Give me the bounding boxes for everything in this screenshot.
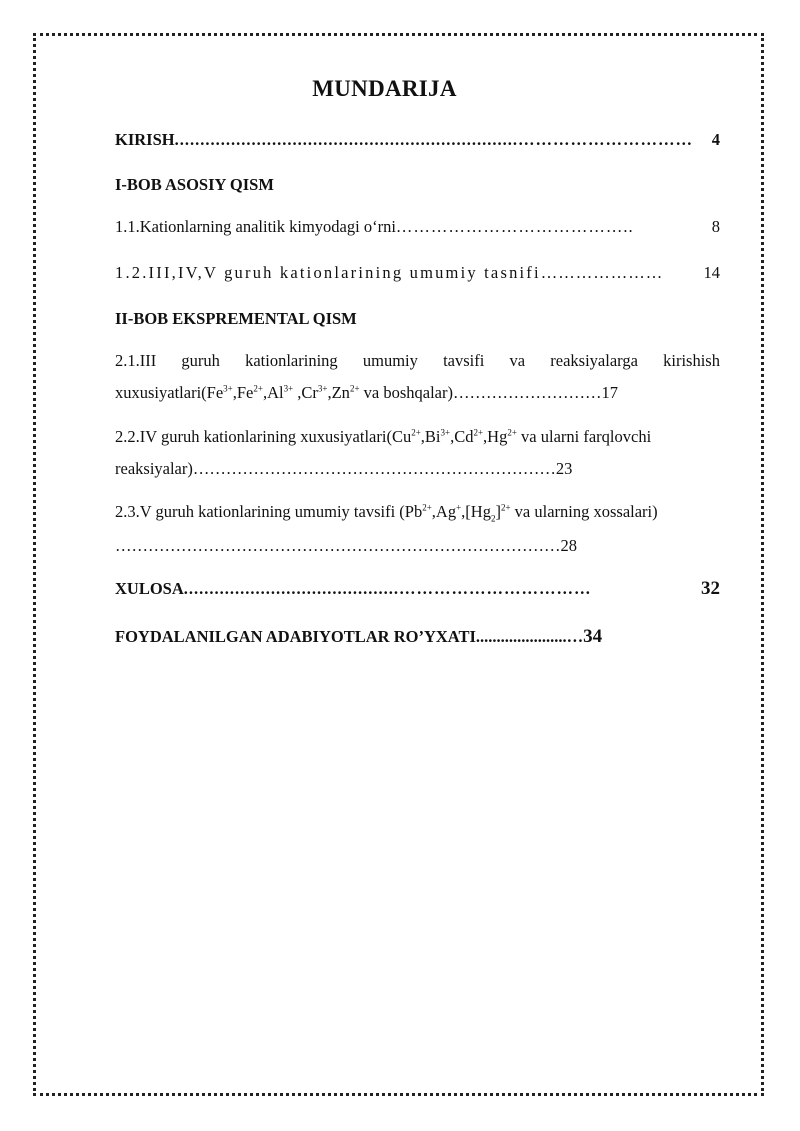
- toc-page-number: 4: [711, 130, 720, 149]
- charge: 3+: [317, 383, 328, 394]
- charge: 2+: [422, 502, 432, 513]
- toc-text: ,[Hg: [461, 502, 491, 521]
- toc-dots: ..........................................……………………………: [183, 579, 592, 598]
- toc-entry-2-2-line1: [115, 427, 720, 447]
- charge: 2+: [500, 502, 511, 513]
- toc-entry-2-2-line2: [115, 459, 720, 479]
- toc-dots: ………………………………………………………………………: [115, 536, 561, 555]
- toc-page-number: 8: [711, 217, 720, 236]
- toc-page-number: 17: [601, 383, 618, 402]
- toc-dots: ...................................................................…………………………: [174, 130, 693, 149]
- page-title: MUNDARIJA: [312, 76, 457, 101]
- toc-text: ,Zn: [327, 383, 350, 402]
- toc-label: KIRISH: [115, 130, 175, 149]
- toc-word: tavsifi: [443, 351, 485, 370]
- charge: 3+: [223, 383, 233, 394]
- toc-text: ]: [495, 502, 501, 521]
- toc-dots: …………………: [540, 263, 664, 282]
- toc-label: 1.2.III,IV,V guruh kationlarining umumiy tasnifi: [115, 263, 541, 282]
- toc-text: ,Al: [262, 383, 284, 402]
- toc-word: guruh: [181, 351, 220, 370]
- charge: +: [456, 502, 462, 513]
- toc-heading-bob1: I-BOB ASOSIY QISM: [115, 175, 274, 194]
- toc-text: ,Bi: [420, 427, 441, 446]
- toc-text: ,Ag: [431, 502, 457, 521]
- toc-text: ,Fe: [232, 383, 254, 402]
- toc-word: va: [509, 351, 526, 370]
- toc-page-number: 23: [555, 459, 573, 478]
- charge: 2+: [411, 427, 421, 438]
- toc-text: va boshqalar): [359, 383, 453, 402]
- toc-dots: ………………………: [452, 383, 602, 402]
- toc-entry-xulosa: [115, 578, 720, 600]
- toc-text: 2.2.IV guruh kationlarining xuxusiyatlari(Cu: [115, 427, 412, 446]
- toc-entry-1-1: [115, 217, 720, 237]
- toc-text: va ularning xossalari): [510, 502, 658, 521]
- charge: 2+: [507, 427, 517, 438]
- toc-text: 2.3.V guruh kationlarining umumiy tavsifi (Pb: [115, 502, 423, 521]
- toc-text: reaksiyalar): [115, 459, 193, 478]
- toc-entry-2-3-line2: [115, 536, 720, 556]
- toc-text: xuxusiyatlari(Fe: [115, 383, 224, 402]
- charge: 3+: [440, 427, 451, 438]
- toc-text: va ularni farqlovchi: [516, 427, 652, 446]
- subscript: 2: [490, 513, 496, 524]
- toc-heading-bob2: II-BOB EKSPREMENTAL QISM: [115, 309, 357, 328]
- toc-page-number: 14: [703, 263, 720, 282]
- toc-entry-2-3-line1: [115, 502, 720, 522]
- charge: 2+: [349, 383, 360, 394]
- toc-word: kationlarining: [245, 351, 338, 370]
- toc-entry-kirish: [115, 130, 720, 150]
- toc-word: kirishish: [663, 351, 720, 370]
- toc-text: ,Cr: [293, 383, 318, 402]
- toc-text: ,Cd: [450, 427, 474, 446]
- charge: 2+: [473, 427, 484, 438]
- toc-page-number: 28: [560, 536, 577, 555]
- charge: 2+: [253, 383, 263, 394]
- toc-entry-1-2: [115, 263, 720, 283]
- toc-dots: …………………………………………………………: [192, 459, 556, 478]
- toc-entry-2-1-line1: [115, 351, 720, 371]
- toc-dots: …………………………………..: [395, 217, 634, 236]
- toc-text: ,Hg: [483, 427, 508, 446]
- toc-page-number: 34: [583, 626, 603, 647]
- toc-page-number: 32: [701, 578, 720, 599]
- charge: 3+: [283, 383, 294, 394]
- toc-label: XULOSA: [115, 579, 184, 598]
- toc-dots: ......................…: [475, 627, 584, 646]
- toc-entry-2-1-line2: [115, 383, 720, 403]
- toc-label: FOYDALANILGAN ADABIYOTLAR RO’YXATI: [115, 627, 476, 646]
- toc-word: reaksiyalarga: [550, 351, 638, 370]
- toc-word: 2.1.III: [115, 351, 157, 370]
- toc-label: 1.1.Kationlarning analitik kimyodagi o‘rni: [115, 217, 396, 236]
- toc-entry-adabiyotlar: [115, 626, 720, 648]
- toc-word: umumiy: [362, 351, 418, 370]
